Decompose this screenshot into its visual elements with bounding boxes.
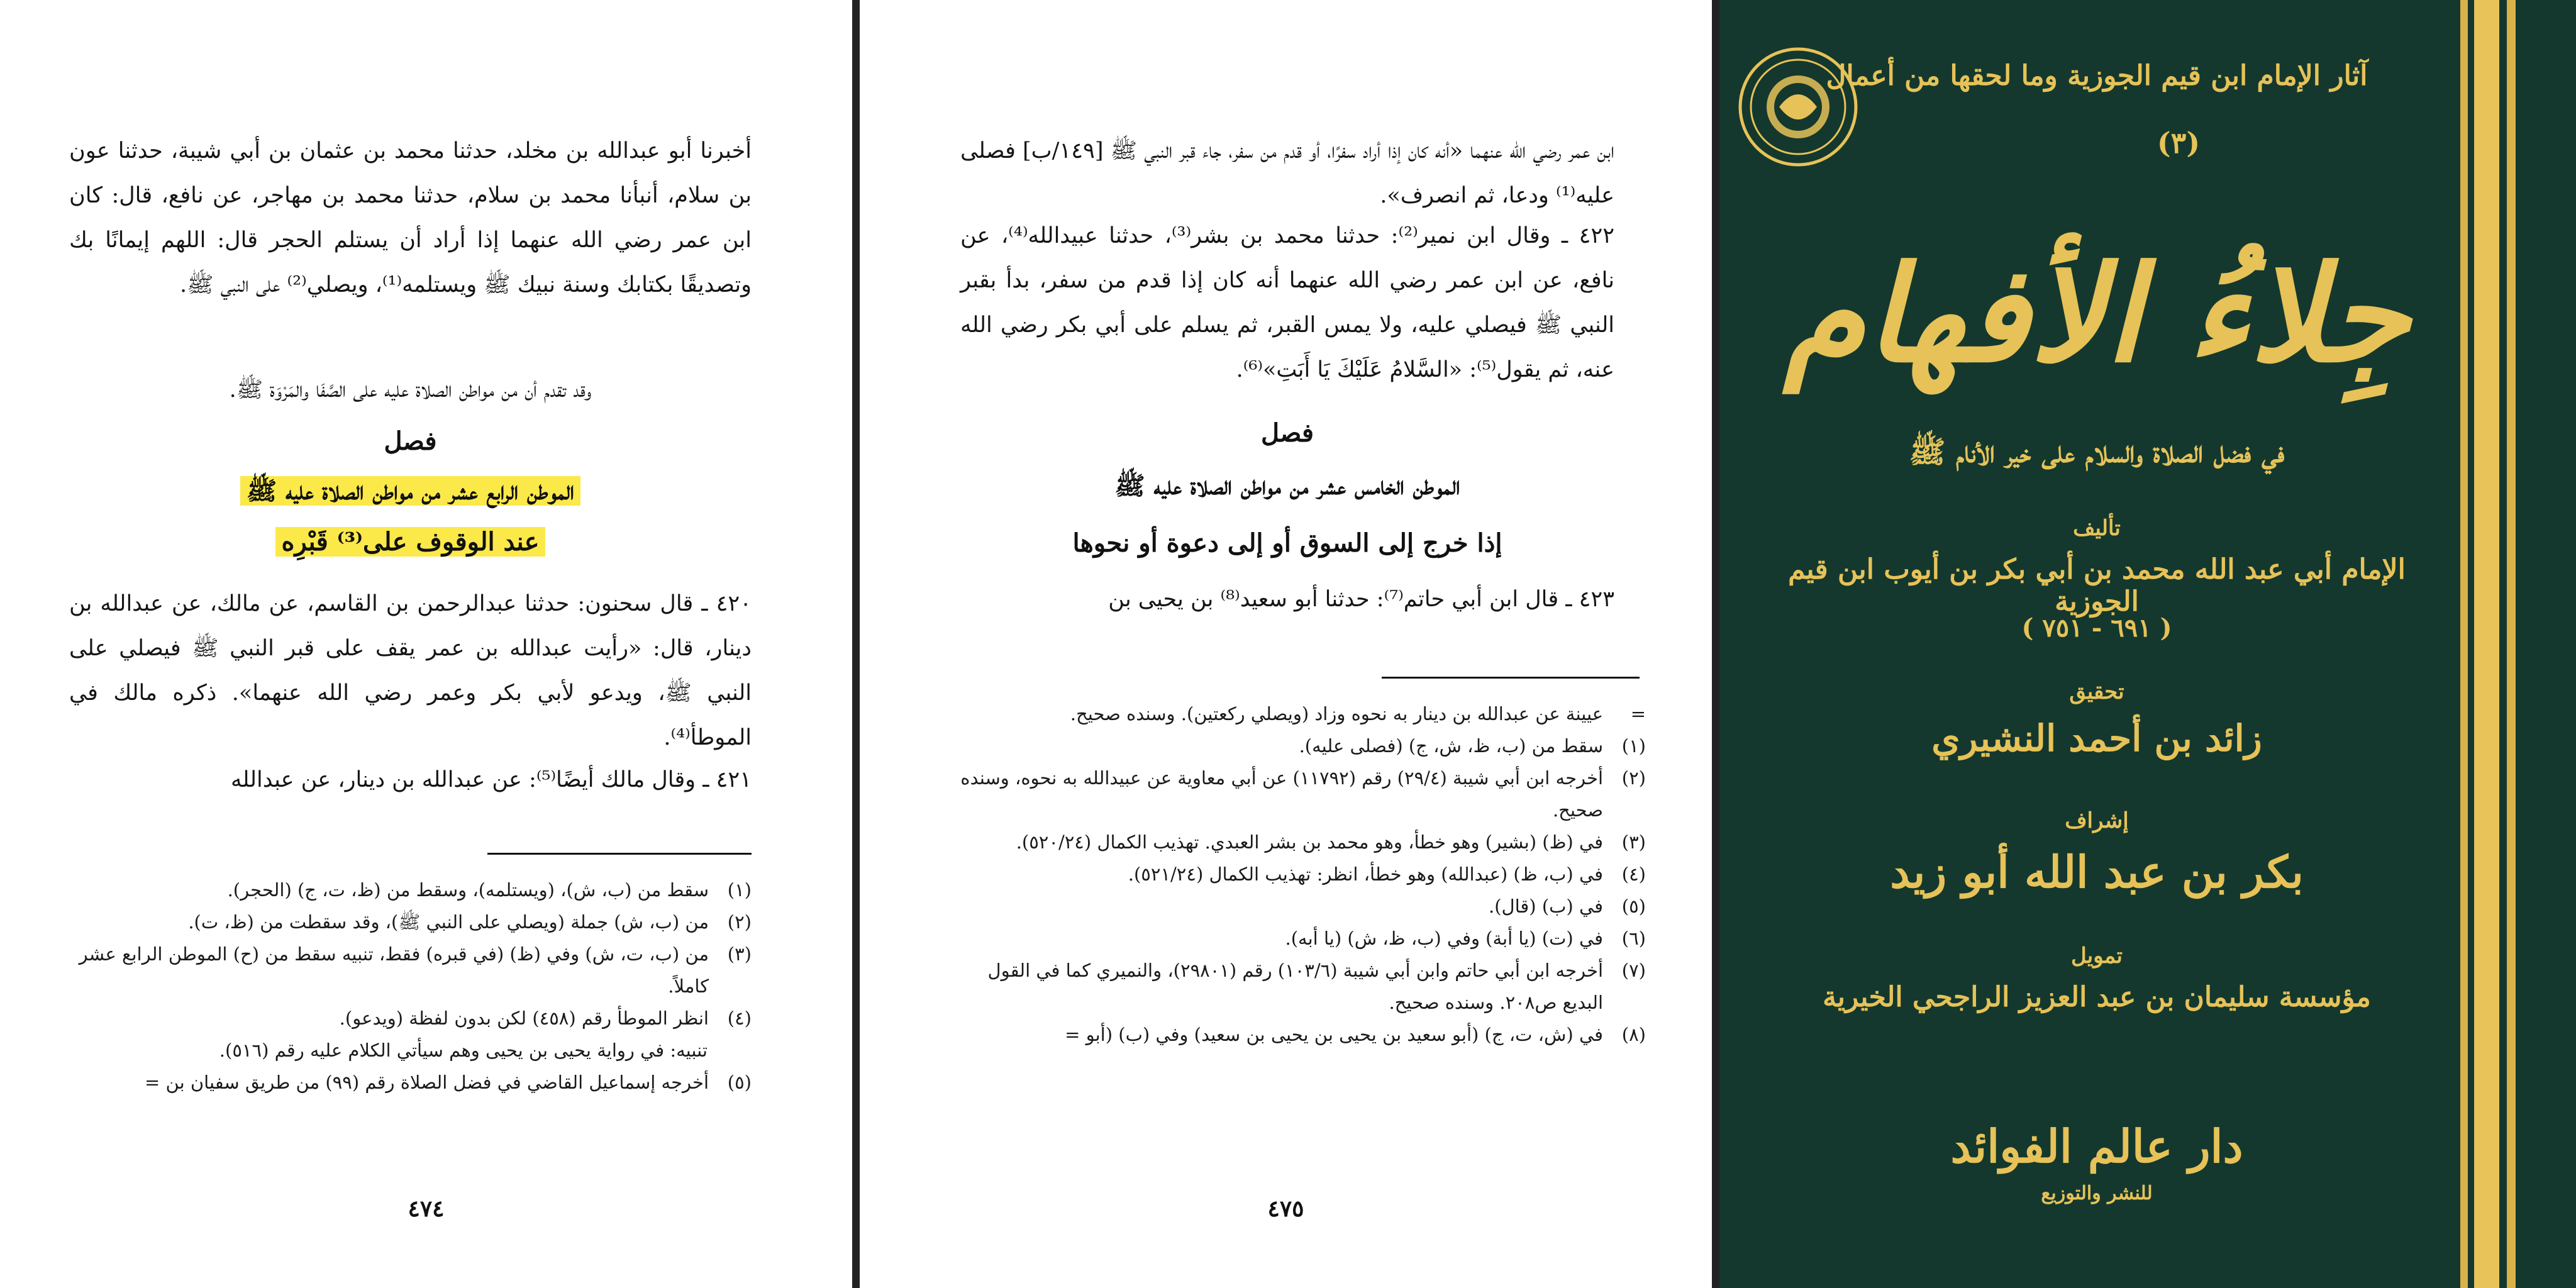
paragraph: ابن عمر رضي الله عنهما «أنه كان إذا أراد سفرًا، أو قدم من سفر، جاء قبر النبي ﷺ [١٤٩/ب] فصلى عليه⁽¹⁾ ودعا، ثم انصرف». bbox=[960, 138, 1614, 208]
page-number: ٤٧٥ bbox=[1267, 1196, 1304, 1222]
footnote-rule bbox=[1382, 677, 1640, 679]
highlighted-heading: الموطن الرابع عشر من مواطن الصلاة عليه ﷺ bbox=[240, 476, 580, 506]
footnote: (٣) في (ظ) (بشير) وهو خطأ، وهو محمد بن بشر العبدي. تهذيب الكمال (٥٢٠/٢٤). bbox=[1016, 831, 1646, 853]
footnote-note: تنبيه: في رواية يحيى بن يحيى وهم سيأتي الكلام عليه رقم (٥١٦). bbox=[219, 1040, 708, 1061]
footnotes bbox=[69, 874, 752, 1099]
footnote: (٤) انظر الموطأ رقم (٤٥٨) لكن بدون لفظة (ويدعو). bbox=[339, 1008, 752, 1029]
section-heading-line-1 bbox=[69, 475, 752, 512]
publisher-sub: للنشر والتوزيع bbox=[2041, 1182, 2153, 1204]
footnote: (١) سقط من (ب، ظ، ش، ج) (فصلى عليه). bbox=[1299, 735, 1646, 757]
book-subtitle: في فضل الصلاة والسلام على خير الأنام ﷺ bbox=[1909, 435, 2285, 470]
page-divider bbox=[852, 0, 860, 1288]
gold-stripe bbox=[2460, 0, 2468, 1288]
footnote: (٥) أخرجه إسماعيل القاضي في فضل الصلاة رقم (٩٩) من طريق سفيان بن = bbox=[145, 1072, 752, 1093]
series-title: آثار الإمام ابن قيم الجوزية وما لحقها من أعمال bbox=[1826, 60, 2368, 92]
page-divider bbox=[1712, 0, 1719, 1288]
funder-label: تمويل bbox=[2071, 943, 2123, 969]
footnote: (٧) أخرجه ابن أبي حاتم وابن أبي شيبة (١٠٣/٦) رقم (٢٩٨٠١)، والنميري كما في القول البديع ص٢٠٨. وسنده صحيح. bbox=[987, 960, 1646, 1013]
footnote: (٦) في (ت) (يا أبة) وفي (ب، ظ، ش) (يا أبه). bbox=[1285, 928, 1646, 949]
page-474 bbox=[0, 0, 852, 1288]
footnote: (٢) من (ب، ش) جملة (ويصلي على النبي ﷺ)، وقد سقطت من (ظ، ت). bbox=[188, 911, 752, 933]
supervisor-label: إشراف bbox=[2065, 808, 2129, 833]
footnote-rule bbox=[487, 853, 752, 855]
footnote: (٣) من (ب، ت، ش) وفي (ظ) (في قبره) فقط، تنبيه سقط من (ح) الموطن الرابع عشر كاملاً. bbox=[79, 943, 752, 997]
highlighted-heading: عند الوقوف على⁽³⁾ قَبْرِه bbox=[275, 527, 546, 557]
page-number: ٤٧٤ bbox=[408, 1196, 445, 1222]
paragraph: وقد تقدم أن من مواطن الصلاة عليه على الصَّفَا والمَرْوَة ﷺ. bbox=[229, 377, 592, 402]
page-475 bbox=[860, 0, 1712, 1288]
paragraph: ٤٢١ ـ وقال مالك أيضًا⁽⁵⁾: عن عبدالله بن دينار، عن عبدالله bbox=[230, 767, 752, 792]
paragraph: ٤٢٢ ـ وقال ابن نمير⁽²⁾: حدثنا محمد بن بشر⁽³⁾، حدثنا عبيدالله⁽⁴⁾، عن نافع، عن ابن عمر رضي الله عنهما أنه كان إذا قدم من سفر، بدأ بقبر النبي ﷺ فيصلي عليه، ولا يمس القبر، ثم يسلم على أبي بكر رضي الله عنه، ثم يقول⁽⁵⁾: «السَّلامُ عَلَيْكَ يَا أَبَتِ»⁽⁶⁾. bbox=[960, 223, 1615, 382]
book-cover bbox=[1719, 0, 2576, 1288]
stripe-gap bbox=[2499, 0, 2507, 1288]
footnotes bbox=[954, 698, 1646, 1051]
footnote: (٤) في (ب، ظ) (عبدالله) وهو خطأ، انظر: تهذيب الكمال (٥٢١/٢٤). bbox=[1128, 863, 1646, 885]
fasl-heading: فصل bbox=[384, 426, 437, 456]
section-heading-line-2 bbox=[69, 527, 752, 557]
gold-stripe bbox=[2507, 0, 2516, 1288]
publisher-name: دار عالم الفوائد bbox=[1950, 1119, 2243, 1173]
editor-label: تحقيق bbox=[2069, 679, 2124, 704]
footnote: (٥) في (ب) (قال). bbox=[1488, 896, 1646, 917]
footnote: (٨) في (ش، ت، ج) (أبو سعيد بن يحيى بن يحيى بن سعيد) وفي (ب) (أبو = bbox=[1065, 1024, 1646, 1045]
author-dates: ( ٦٩١ - ٧٥١ ) bbox=[2021, 613, 2172, 643]
paragraph: أخبرنا أبو عبدالله بن مخلد، حدثنا محمد بن عثمان بن أبي شيبة، حدثنا عون بن سلام، أنبأنا محمد بن سلام، حدثنا محمد بن مهاجر، عن نافع، قال: كان ابن عمر رضي الله عنهما إذا أراد أن يستلم الحجر قال: اللهم إيمانًا بك وتصديقًا بكتابك وسنة نبيك ﷺ ويستلمه⁽¹⁾، ويصلي⁽²⁾ على النبي ﷺ. bbox=[69, 138, 752, 297]
funder-name: مؤسسة سليمان بن عبد العزيز الراجحي الخيرية bbox=[1823, 981, 2371, 1013]
paragraph: ٤٢٣ ـ قال ابن أبي حاتم⁽⁷⁾: حدثنا أبو سعيد⁽⁸⁾ بن يحيى بن bbox=[1108, 587, 1614, 612]
supervisor-name: بكر بن عبد الله أبو زيد bbox=[1890, 846, 2304, 898]
fasl-heading: فصل bbox=[1260, 418, 1314, 448]
author-name: الإمام أبي عبد الله محمد بن أبي بكر بن أيوب ابن قيم الجوزية bbox=[1788, 553, 2406, 618]
book-title: جِلاءُ الأفهام bbox=[1783, 236, 2411, 392]
series-number: (٣) bbox=[2157, 126, 2201, 160]
editor-name: زائد بن أحمد النشيري bbox=[1931, 717, 2262, 760]
gold-stripe bbox=[2474, 0, 2499, 1288]
author-label: تأليف bbox=[2073, 516, 2121, 541]
footnote: (٢) أخرجه ابن أبي شيبة (٢٩/٤) رقم (١١٧٩٢) عن أبي معاوية عن عبيدالله به نحوه، وسنده صحيح. bbox=[960, 767, 1646, 821]
footnote: (١) سقط من (ب، ش)، (ويستلمه)، وسقط من (ظ، ت، ج) (الحجر). bbox=[227, 879, 752, 901]
paragraph: ٤٢٠ ـ قال سحنون: حدثنا عبدالرحمن بن القاسم، عن مالك، عن عبدالله بن دينار، قال: «رأيت عبدالله بن عمر يقف على قبر النبي ﷺ فيصلي على النبي ﷺ، ويدعو لأبي بكر وعمر رضي الله عنهما». ذكره مالك في الموطأ⁽⁴⁾. bbox=[69, 591, 752, 750]
footnote: = عيينة عن عبدالله بن دينار به نحوه وزاد (ويصلي ركعتين). وسنده صحيح. bbox=[1070, 703, 1646, 724]
section-heading-line-1: الموطن الخامس عشر من مواطن الصلاة عليه ﷺ bbox=[1114, 471, 1460, 501]
section-heading-line-2: إذا خرج إلى السوق أو إلى دعوة أو نحوها bbox=[1072, 528, 1502, 558]
